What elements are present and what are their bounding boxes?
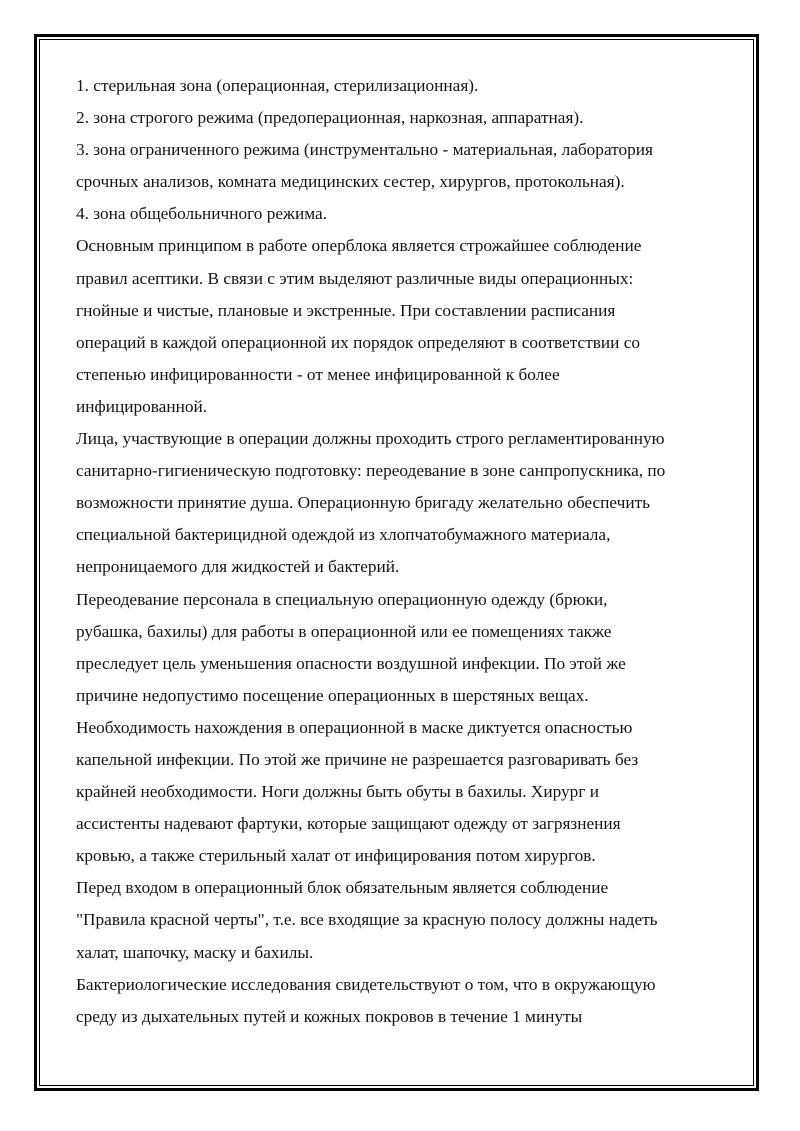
- text-line: 4. зона общебольничного режима.: [76, 204, 328, 224]
- text-line: непроницаемого для жидкостей и бактерий.: [76, 557, 400, 577]
- text-line: Перед входом в операционный блок обязательным является соблюдение: [76, 878, 609, 898]
- text-line: 3. зона ограниченного режима (инструментально - материальная, лаборатория: [76, 140, 653, 160]
- text-line: ассистенты надевают фартуки, которые защищают одежду от загрязнения: [76, 814, 621, 834]
- text-line: Основным принципом в работе оперблока является строжайшее соблюдение: [76, 236, 642, 256]
- text-line: Лица, участвующие в операции должны проходить строго регламентированную: [76, 429, 665, 449]
- text-line: возможности принятие душа. Операционную бригаду желательно обеспечить: [76, 493, 651, 513]
- text-line: "Правила красной черты", т.е. все входящие за красную полосу должны надеть: [76, 910, 658, 930]
- text-line: срочных анализов, комната медицинских сестер, хирургов, протокольная).: [76, 172, 625, 192]
- text-line: причине недопустимо посещение операционных в шерстяных вещах.: [76, 685, 589, 705]
- text-line: кровью, а также стерильный халат от инфицирования потом хирургов.: [76, 846, 596, 866]
- text-line: правил асептики. В связи с этим выделяют различные виды операционных:: [76, 268, 634, 288]
- text-line: 2. зона строгого режима (предоперационная, наркозная, аппаратная).: [76, 108, 584, 128]
- text-line: степенью инфицированности - от менее инфицированной к более: [76, 364, 560, 384]
- text-line: санитарно-гигиеническую подготовку: переодевание в зоне санпропускника, по: [76, 461, 666, 481]
- text-line: рубашка, бахилы) для работы в операционной или ее помещениях также: [76, 621, 612, 641]
- text-line: специальной бактерицидной одеждой из хлопчатобумажного материала,: [76, 525, 611, 545]
- text-line: Необходимость нахождения в операционной в маске диктуется опасностью: [76, 717, 633, 737]
- text-line: гнойные и чистые, плановые и экстренные. При составлении расписания: [76, 300, 616, 320]
- text-line: инфицированной.: [76, 396, 208, 416]
- text-line: халат, шапочку, маску и бахилы.: [76, 942, 314, 962]
- text-line: Переодевание персонала в специальную операционную одежду (брюки,: [76, 589, 608, 609]
- text-line: операций в каждой операционной их порядок определяют в соответствии со: [76, 332, 641, 352]
- document-body: [76, 70, 726, 1033]
- text-line: среду из дыхательных путей и кожных покровов в течение 1 минуты: [76, 1006, 583, 1026]
- text-line: 1. стерильная зона (операционная, стерилизационная).: [76, 76, 479, 95]
- text-line: преследует цель уменьшения опасности воздушной инфекции. По этой же: [76, 653, 626, 673]
- text-line: крайней необходимости. Ноги должны быть обуты в бахилы. Хирург и: [76, 782, 599, 802]
- text-line: Бактериологические исследования свидетельствуют о том, что в окружающую: [76, 974, 656, 994]
- text-line: капельной инфекции. По этой же причине не разрешается разговаривать без: [76, 749, 639, 769]
